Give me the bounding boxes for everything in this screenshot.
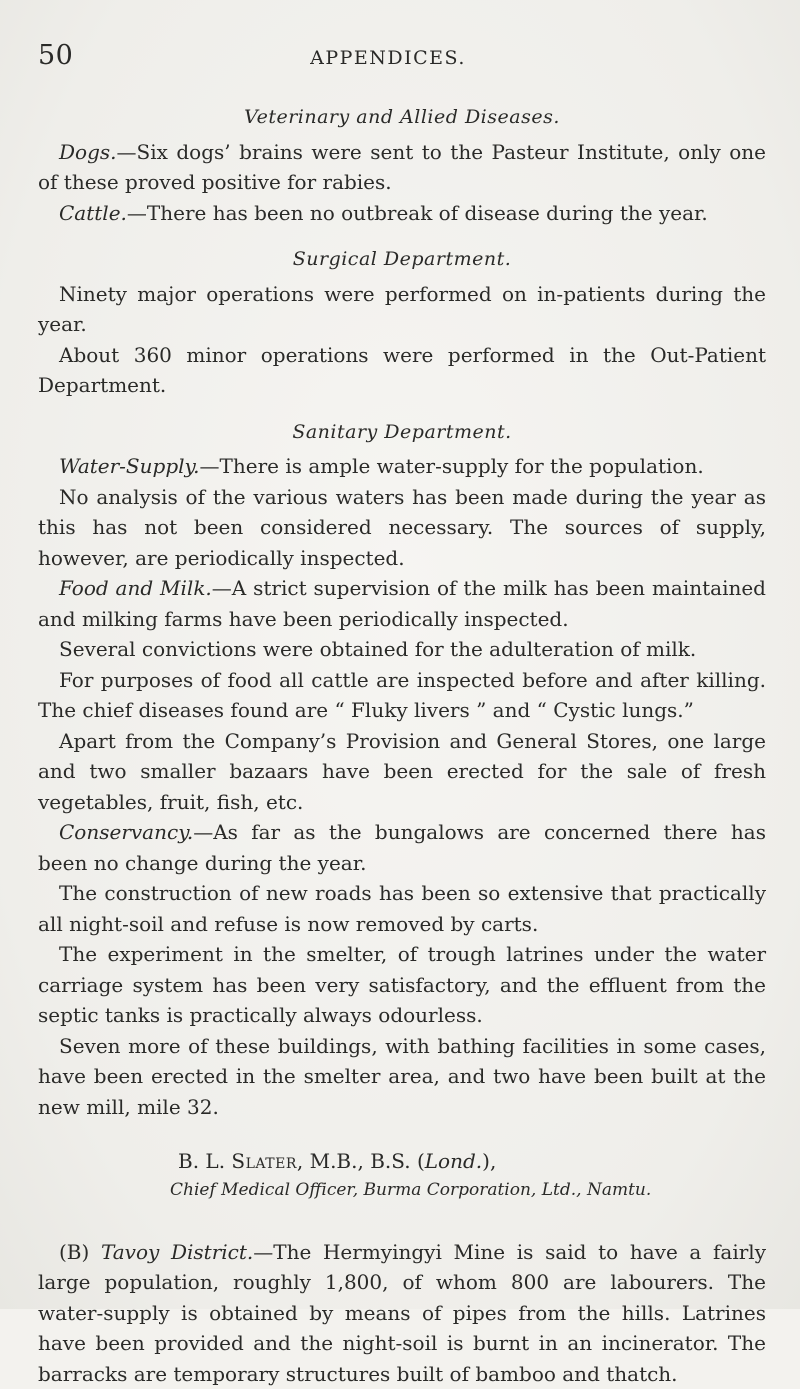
water-supply-paragraph (38, 451, 766, 482)
buildings-paragraph: Seven more of these buildings, with bathing facilities in some cases, have been erected in the smelter area, and two have been built at the new mill, mile 32. (38, 1031, 766, 1123)
roads-paragraph: The construction of new roads has been so extensive that practically all night-soil and refuse is now removed by carts. (38, 878, 766, 939)
dogs-text: —Six dogs’ brains were sent to the Pasteur Institute, only one of these proved positive for rabies. (38, 140, 766, 195)
signature-title: Chief Medical Officer, Burma Corporation, Ltd., Namtu. (170, 1177, 766, 1203)
page-number: 50 (38, 40, 73, 71)
conservancy-text: —As far as the bungalows are concerned there has been no change during the year. (38, 820, 766, 875)
convictions-paragraph: Several convictions were obtained for the adulteration of milk. (38, 634, 766, 665)
sanitary-heading: Sanitary Department. (38, 417, 766, 448)
water-supply-text: —There is ample water-supply for the population. (200, 454, 704, 478)
stores-paragraph: Apart from the Company’s Provision and General Stores, one large and two smaller bazaars have been erected for the sale of fresh vegetables, fruit, fish, etc. (38, 726, 766, 818)
cattle-inspection-paragraph: For purposes of food all cattle are inspected before and after killing. The chief diseases found are “ Fluky livers ” and “ Cystic lungs.” (38, 665, 766, 726)
surgical-major-paragraph: Ninety major operations were performed on in-patients during the year. (38, 279, 766, 340)
dogs-lead: Dogs. (59, 140, 117, 164)
smelter-paragraph: The experiment in the smelter, of trough latrines under the water carriage system has been very satisfactory, and the effluent from the septic tanks is practically always odourless. (38, 939, 766, 1031)
analysis-paragraph: No analysis of the various waters has been made during the year as this has not been considered necessary. The sources of supply, however, are periodically inspected. (38, 482, 766, 574)
cattle-text: —There has been no outbreak of disease during the year. (127, 201, 708, 225)
tavoy-lead: Tavoy District. (101, 1240, 253, 1264)
conservancy-paragraph (38, 817, 766, 878)
dogs-paragraph (38, 137, 766, 198)
document-body (38, 96, 766, 1389)
running-head: APPENDICES. (38, 47, 738, 69)
conservancy-lead: Conservancy. (59, 820, 193, 844)
food-milk-paragraph (38, 573, 766, 634)
tavoy-label: (B) (59, 1240, 101, 1264)
food-milk-lead: Food and Milk. (59, 576, 212, 600)
tavoy-text: —The Hermyingyi Mine is said to have a fairly large population, roughly 1,800, of whom 800 are labourers. The water-supply is obtained by means of pipes from the hills. Latrines have been provided and the night-soil is burnt in an incinerator. The barracks are temporary structures built of bamboo and thatch. (38, 1240, 766, 1386)
surgical-heading: Surgical Department. (38, 244, 766, 275)
cattle-lead: Cattle. (59, 201, 127, 225)
signature-name: B. L. Slater, M.B., B.S. (Lond.), (178, 1146, 766, 1177)
veterinary-heading: Veterinary and Allied Diseases. (38, 102, 766, 133)
tavoy-paragraph (38, 1237, 766, 1389)
cattle-paragraph (38, 198, 766, 229)
food-milk-text: —A strict supervision of the milk has been maintained and milking farms have been periodically inspected. (38, 576, 766, 631)
water-supply-lead: Water-Supply. (59, 454, 200, 478)
page-header (38, 40, 738, 76)
surgical-minor-paragraph: About 360 minor operations were performed in the Out-Patient Department. (38, 340, 766, 401)
